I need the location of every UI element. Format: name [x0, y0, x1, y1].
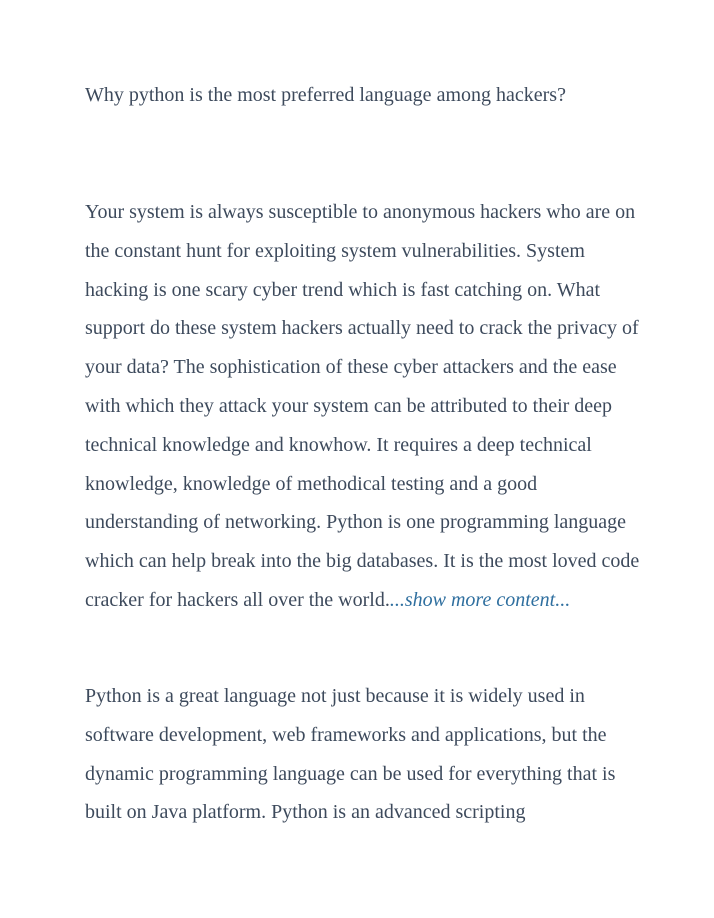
- paragraph-1: [85, 193, 641, 620]
- paragraph-2: Python is a great language not just because it is widely used in software development, web frameworks and applications, but the dynamic programming language can be used for everything that is built on Java platform. Python is an advanced scripting: [85, 685, 616, 824]
- show-more-link[interactable]: ...show more content...: [389, 588, 571, 611]
- document-title: Why python is the most preferred language among hackers?: [85, 84, 566, 106]
- paragraph-1-text: Your system is always susceptible to anonymous hackers who are on the constant hunt for exploiting system vulnerabilities. System hacking is one scary cyber trend which is fast catching on. What support do these system hackers actually need to crack the privacy of your data? The sophistication of these cyber attackers and the ease with which they attack your system can be attributed to their deep technical knowledge and knowhow. It requires a deep technical knowledge, knowledge of methodical testing and a good understanding of networking. Python is one programming language which can help break into the big databases. It is the most loved code cracker for hackers all over the world.: [85, 201, 640, 611]
